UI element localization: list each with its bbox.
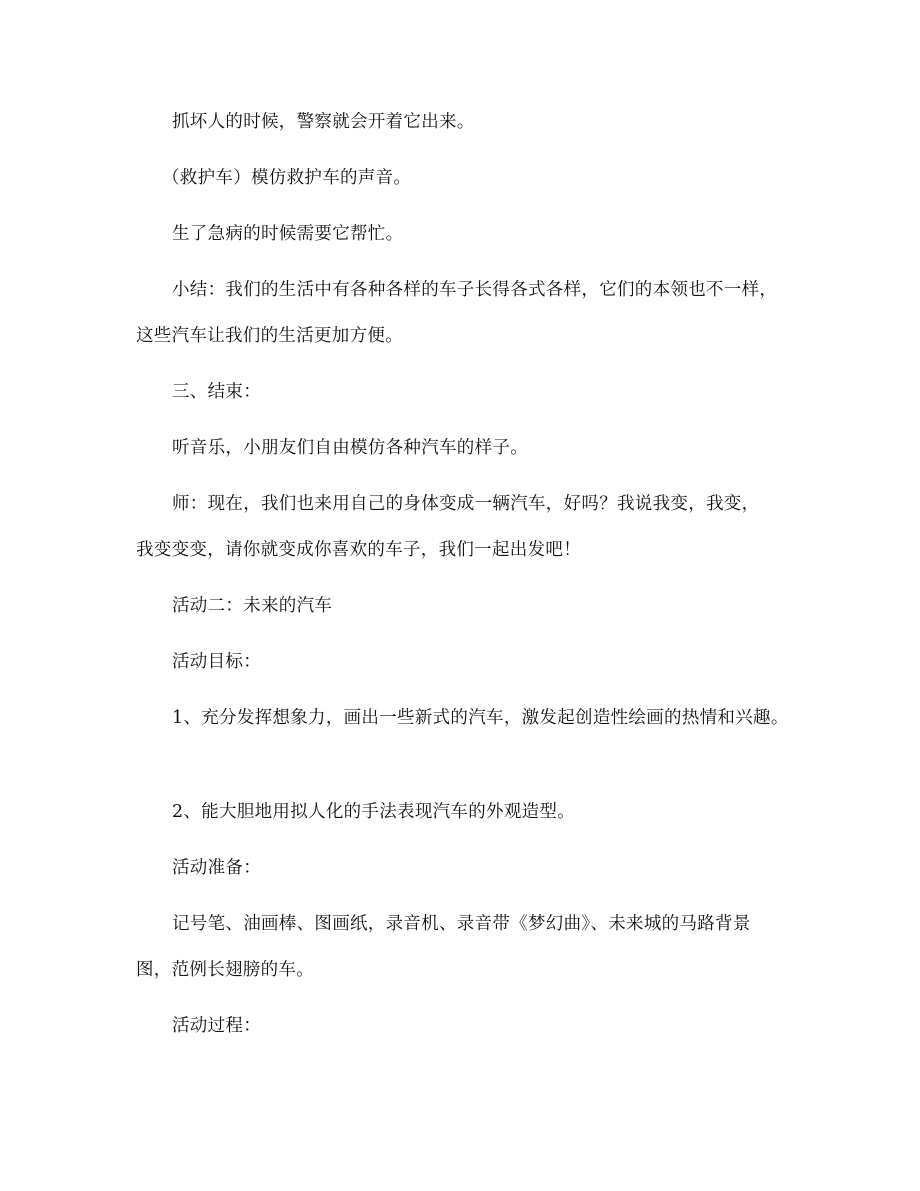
activity-preparation-heading: 活动准备： bbox=[172, 858, 261, 878]
paragraph-police-car: 抓坏人的时候，警察就会开着它出来。 bbox=[172, 112, 475, 132]
paragraph-ambulance: （救护车）模仿救护车的声音。 bbox=[162, 168, 412, 188]
paragraph-summary-line1: 小结：我们的生活中有各种各样的车子长得各式各样，它们的本领也不一样， bbox=[172, 280, 778, 300]
paragraph-teacher-line1: 师：现在，我们也来用自己的身体变成一辆汽车，好吗？我说我变，我变， bbox=[172, 494, 760, 514]
activity-two-title: 活动二：未来的汽车 bbox=[172, 596, 333, 616]
paragraph-teacher-line2: 我变变变，请你就变成你喜欢的车子，我们一起出发吧！ bbox=[136, 540, 581, 560]
paragraph-summary-line2: 这些汽车让我们的生活更加方便。 bbox=[136, 326, 403, 346]
activity-goals-heading: 活动目标： bbox=[172, 652, 261, 672]
goal-item-2: 2、能大胆地用拟人化的手法表现汽车的外观造型。 bbox=[172, 802, 576, 822]
activity-process-heading: 活动过程： bbox=[172, 1016, 261, 1036]
paragraph-emergency: 生了急病的时候需要它帮忙。 bbox=[172, 224, 404, 244]
paragraph-music: 听音乐，小朋友们自由模仿各种汽车的样子。 bbox=[172, 438, 528, 458]
section-heading-end: 三、结束： bbox=[172, 382, 261, 402]
goal-item-1: 1、充分发挥想象力，画出一些新式的汽车，激发起创造性绘画的热情和兴趣。 bbox=[172, 708, 789, 728]
preparation-line2: 图，范例长翅膀的车。 bbox=[136, 960, 314, 980]
preparation-line1: 记号笔、油画棒、图画纸，录音机、录音带《梦幻曲》、未来城的马路背景 bbox=[172, 914, 751, 934]
